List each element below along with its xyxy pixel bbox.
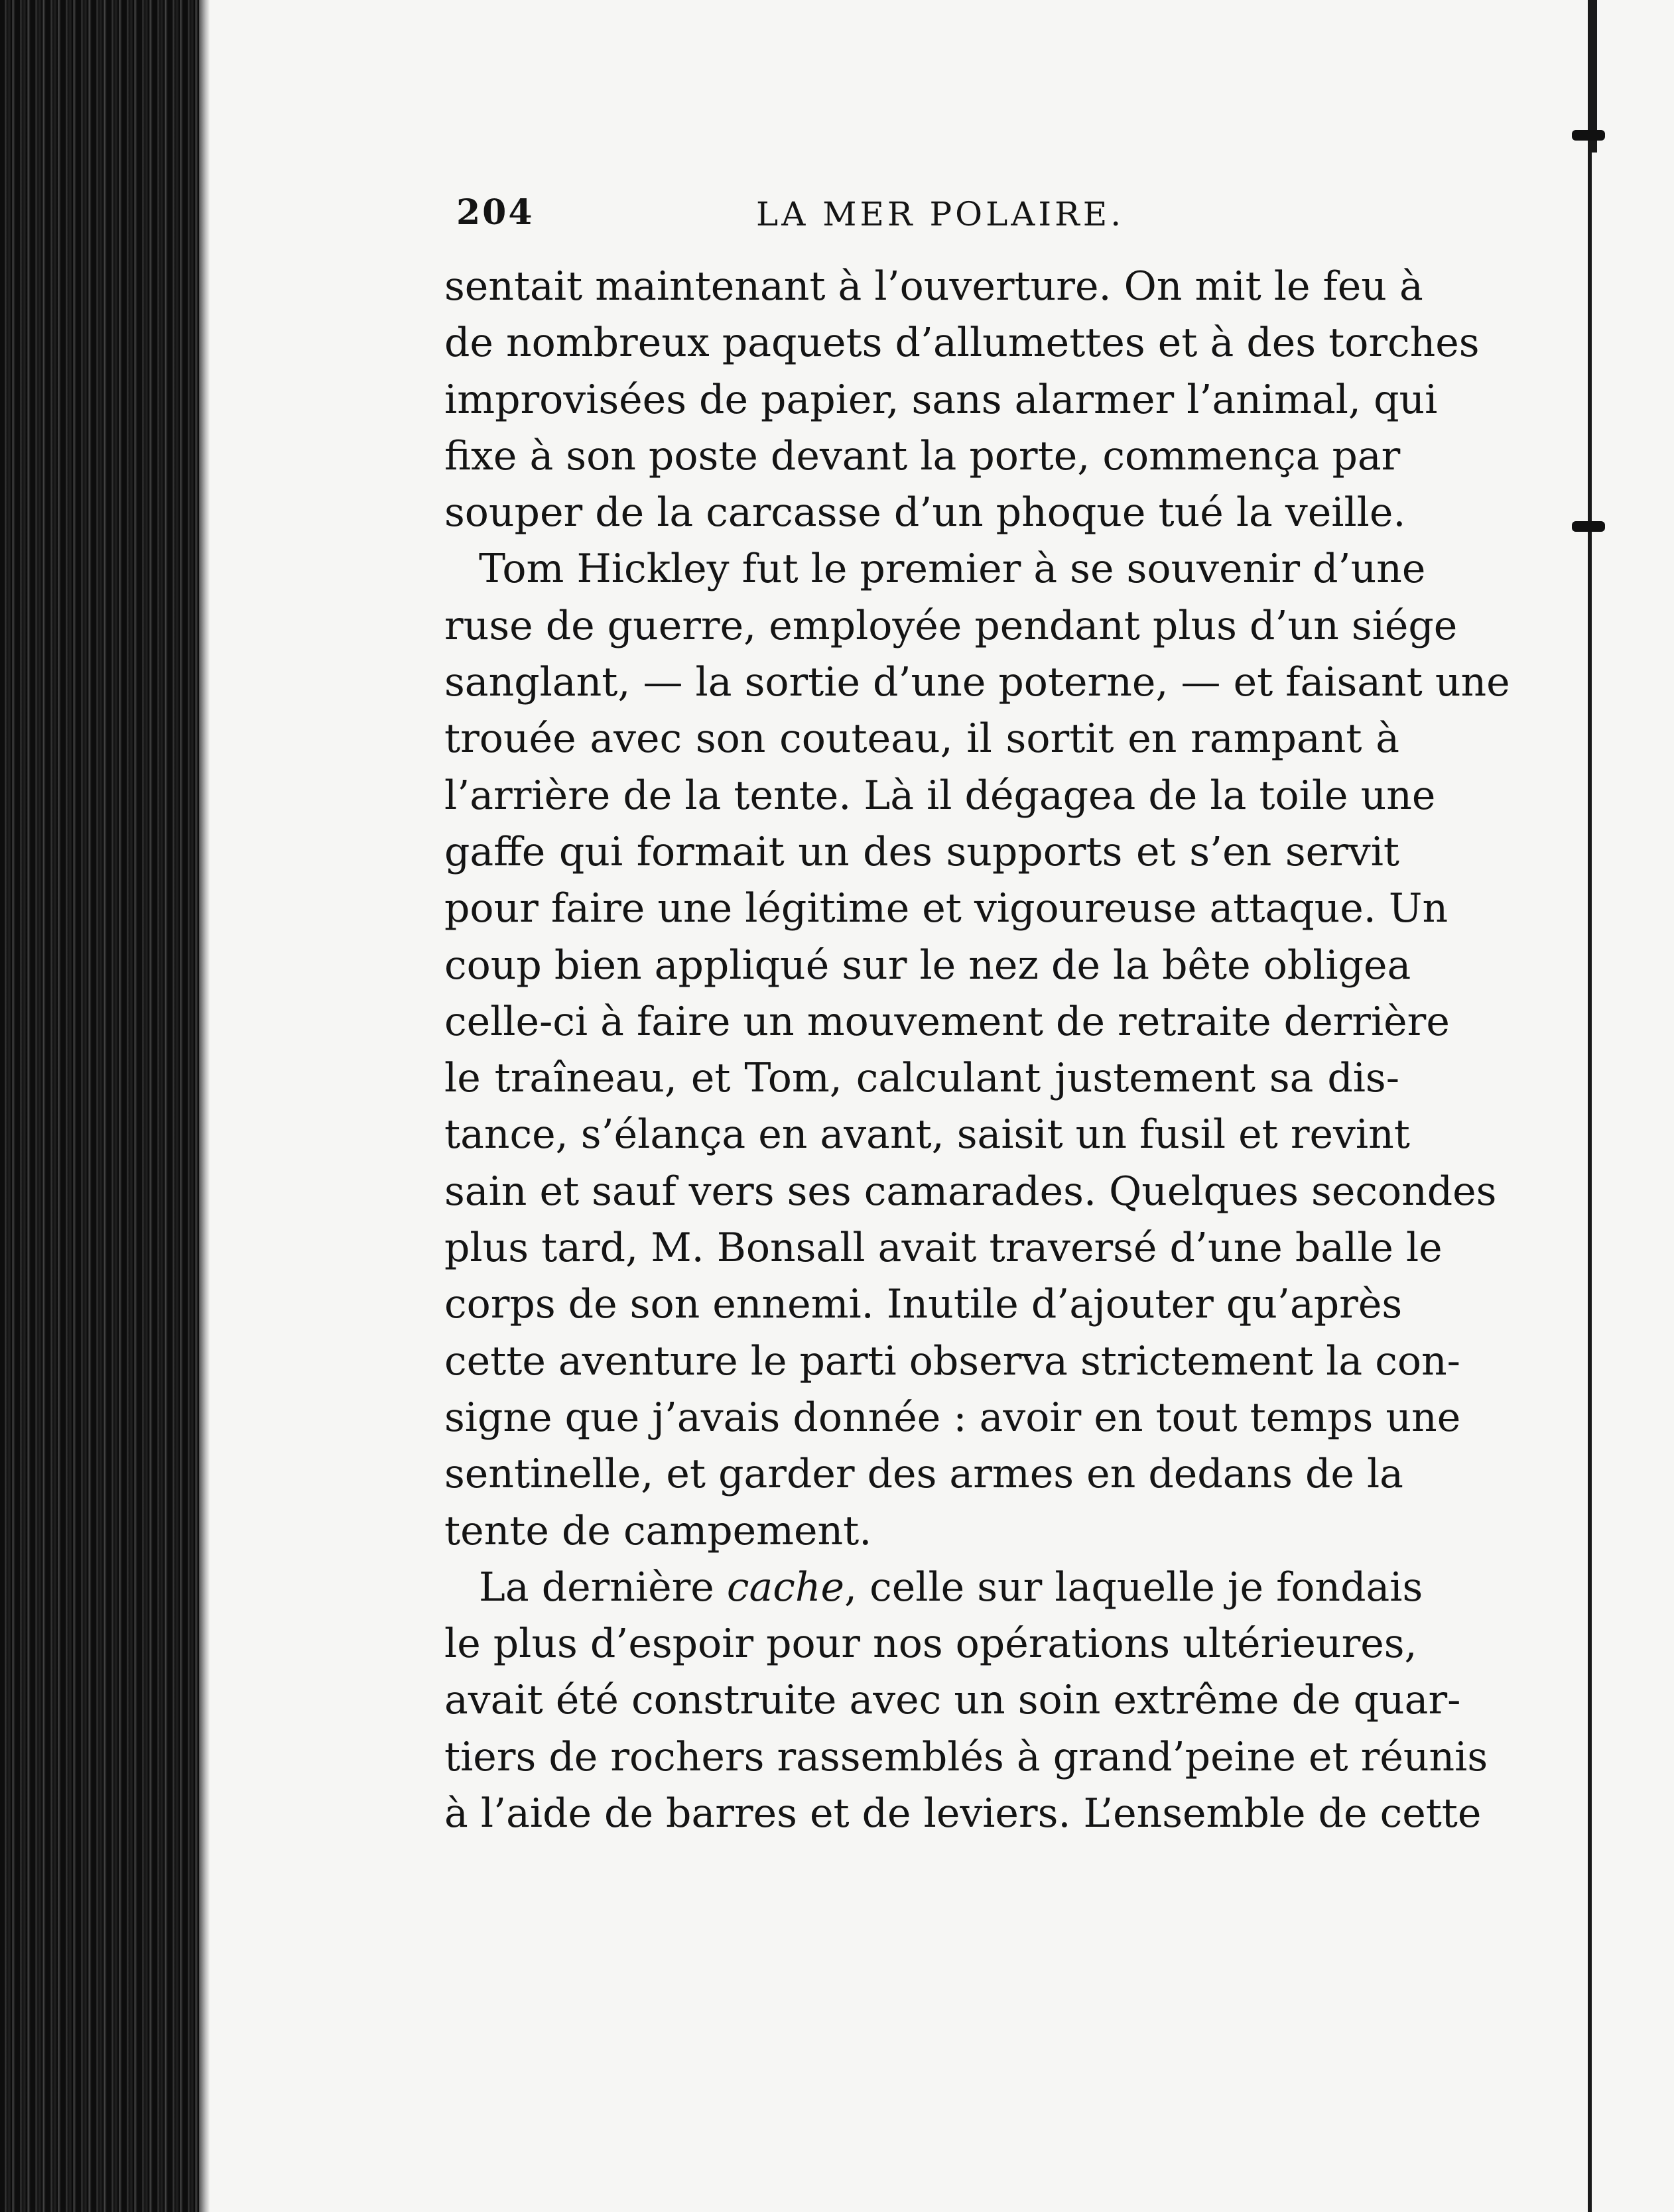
page: [424, 186, 1510, 1842]
page-header: [424, 186, 1399, 259]
text-line: cette aventure le parti observa strictement la con-: [444, 1337, 1460, 1384]
page-number: 204: [456, 192, 535, 233]
text-line: le traîneau, et Tom, calculant justement sa dis-: [444, 1055, 1399, 1102]
text-line: corps de son ennemi. Inutile d’ajouter qu’après: [444, 1281, 1403, 1328]
text-line: trouée avec son couteau, il sortit en rampant à: [444, 715, 1399, 763]
text-line: avait été construite avec un soin extrême de quar-: [444, 1677, 1461, 1724]
text-line: signe que j’avais donnée : avoir en tout temps une: [444, 1394, 1461, 1441]
binding-mark: [1572, 521, 1605, 532]
body-text: [444, 259, 1510, 1842]
binding-mark: [1572, 130, 1605, 141]
italic-word: cache: [726, 1564, 845, 1611]
text-line: celle-ci à faire un mouvement de retraite derrière: [444, 998, 1450, 1045]
text-line: le plus d’espoir pour nos opérations ultérieures,: [444, 1621, 1417, 1668]
text-line: tance, s’élança en avant, saisit un fusil et revint: [444, 1111, 1410, 1158]
text-line: de nombreux paquets d’allumettes et à des torches: [444, 320, 1480, 367]
text-line: l’arrière de la tente. Là il dégagea de la toile une: [444, 772, 1436, 819]
text-line: ruse de guerre, employée pendant plus d’un siége: [444, 602, 1458, 649]
text-line: plus tard, M. Bonsall avait traversé d’une balle le: [444, 1225, 1443, 1272]
text-line: gaffe qui formait un des supports et s’en servit: [444, 828, 1399, 875]
text-line: sentait maintenant à l’ouverture. On mit le feu à: [444, 263, 1423, 310]
text-line: tente de campement.: [444, 1507, 872, 1554]
text-line: improvisées de papier, sans alarmer l’animal, qui: [444, 376, 1438, 423]
text-line: coup bien appliqué sur le nez de la bête obligea: [444, 942, 1411, 989]
text-line: à l’aide de barres et de leviers. L’ensemble de cette: [444, 1790, 1482, 1837]
running-title: LA MER POLAIRE.: [756, 195, 1125, 233]
text-line: sanglant, — la sortie d’une poterne, — et faisant une: [444, 659, 1510, 706]
text-run: La dernière: [479, 1564, 727, 1611]
text-run: , celle sur laquelle je fondais: [844, 1564, 1423, 1611]
text-line: sain et sauf vers ses camarades. Quelques secondes: [444, 1168, 1497, 1215]
text-line: Tom Hickley fut le premier à se souvenir d’une: [479, 546, 1426, 593]
binding-rule: [1588, 0, 1592, 2212]
text-line: [444, 1560, 1423, 1616]
text-line: sentinelle, et garder des armes en dedans de la: [444, 1451, 1403, 1498]
text-line: pour faire une légitime et vigoureuse attaque. Un: [444, 885, 1449, 932]
text-line: souper de la carcasse d’un phoque tué la veille.: [444, 489, 1406, 536]
text-line: tiers de rochers rassemblés à grand’peine et réunis: [444, 1733, 1488, 1780]
book-edge: [0, 0, 199, 2212]
text-line: fixe à son poste devant la porte, commença par: [444, 432, 1401, 479]
